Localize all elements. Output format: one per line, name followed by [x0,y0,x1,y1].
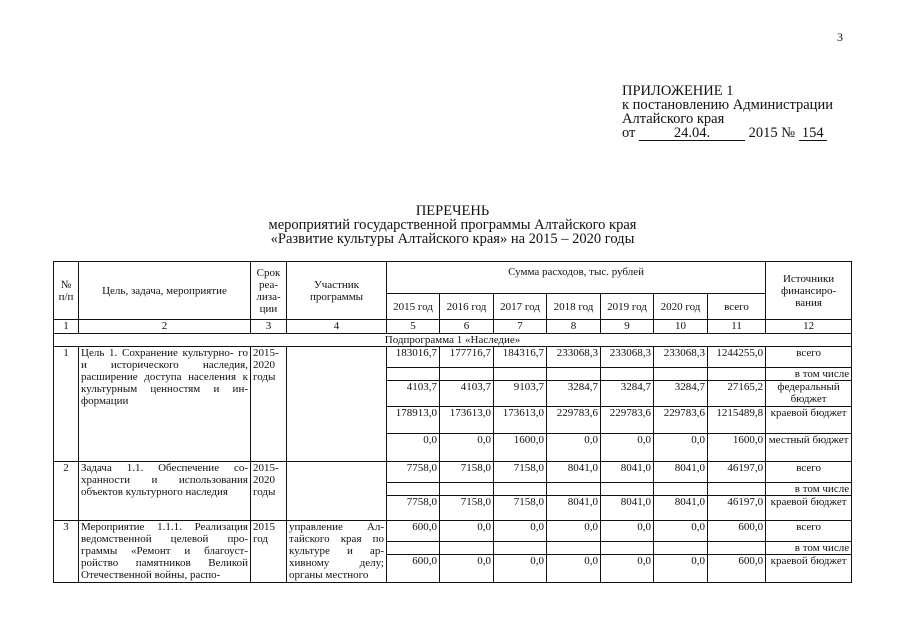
amount-cell: 46197,0 [708,462,766,483]
heading-line-1: мероприятий государственной программы Алтайского края [268,217,637,233]
column-number: 10 [654,320,708,334]
funding-source: местный бюджет [766,434,852,462]
amount-cell: 229783,6 [547,407,601,434]
amount-cell: 0,0 [440,555,494,583]
row-term: 2015- 2020 годы [251,462,287,521]
amount-cell: 7758,0 [387,496,440,521]
amount-cell: 173613,0 [494,407,547,434]
amount-cell: 1244255,0 [708,347,766,368]
amount-cell: 229783,6 [601,407,654,434]
row-number: 3 [54,521,79,583]
amount-cell [494,368,547,381]
amount-cell: 0,0 [601,521,654,542]
subprogram-row [54,334,852,347]
amount-cell: 229783,6 [654,407,708,434]
page-number: 3 [837,30,843,44]
header-year-2017: 2017 год [494,294,547,320]
funding-source: в том числе [766,368,852,381]
column-number-row [54,320,852,334]
amount-cell [654,542,708,555]
amount-cell [547,483,601,496]
funding-source: всего [766,462,852,483]
amount-cell: 1215489,8 [708,407,766,434]
amount-cell: 600,0 [708,521,766,542]
amount-cell: 8041,0 [654,462,708,483]
amount-cell [708,542,766,555]
header-term: Срок реа- лиза- ции [251,262,287,320]
amount-cell [601,483,654,496]
row-term: 2015- 2020 годы [251,347,287,462]
table-row [54,462,852,483]
amount-cell: 3284,7 [654,381,708,407]
number-value: 154 [799,126,827,141]
amount-cell [654,368,708,381]
amount-cell: 4103,7 [440,381,494,407]
amount-cell [547,542,601,555]
heading-title: ПЕРЕЧЕНЬ [415,203,490,219]
column-number: 6 [440,320,494,334]
appendix-line-2: Алтайского края [622,111,725,127]
amount-cell: 0,0 [440,521,494,542]
date-prefix: от [622,125,636,141]
amount-cell [708,368,766,381]
amount-cell: 178913,0 [387,407,440,434]
funding-source: всего [766,521,852,542]
amount-cell [387,368,440,381]
appendix-date-line [622,126,833,141]
column-number: 1 [54,320,79,334]
amount-cell [387,483,440,496]
header-participant: Участник программы [287,262,387,320]
row-name: Цель 1. Сохранение культурно- го и исторического наследия, расширение доступа населения к культурным ценностям и ин- формации [79,347,251,462]
amount-cell [601,368,654,381]
header-sources: Источники финансиро- вания [766,262,852,320]
appendix-block [622,84,833,141]
amount-cell: 1600,0 [708,434,766,462]
funding-source: краевой бюджет [766,407,852,434]
amount-cell: 0,0 [547,521,601,542]
amount-cell: 8041,0 [654,496,708,521]
table-row [54,521,852,542]
amount-cell: 233068,3 [654,347,708,368]
amount-cell: 27165,2 [708,381,766,407]
document-heading [0,204,905,246]
amount-cell: 177716,7 [440,347,494,368]
amount-cell: 184316,7 [494,347,547,368]
funding-source: в том числе [766,483,852,496]
amount-cell: 8041,0 [547,496,601,521]
amount-cell: 7158,0 [494,496,547,521]
amount-cell [440,368,494,381]
funding-source: в том числе [766,542,852,555]
header-num: № п/п [54,262,79,320]
measures-table [53,261,852,583]
amount-cell: 7758,0 [387,462,440,483]
amount-cell: 8041,0 [601,462,654,483]
number-sign: № [781,125,796,141]
amount-cell: 7158,0 [440,496,494,521]
column-number: 8 [547,320,601,334]
row-name: Мероприятие 1.1.1. Реализация ведомственной целевой про- граммы «Ремонт и благоуст- ройство памятников Великой Отечественной войны, распо- [79,521,251,583]
amount-cell: 0,0 [654,555,708,583]
date-value: 24.04. [639,126,745,141]
amount-cell: 0,0 [547,434,601,462]
funding-source: федеральный бюджет [766,381,852,407]
amount-cell: 0,0 [387,434,440,462]
row-participant [287,347,387,462]
amount-cell [547,368,601,381]
amount-cell: 7158,0 [494,462,547,483]
funding-source: краевой бюджет [766,496,852,521]
amount-cell [440,542,494,555]
header-year-2018: 2018 год [547,294,601,320]
header-year-2020: 2020 год [654,294,708,320]
header-year-2019: 2019 год [601,294,654,320]
amount-cell: 233068,3 [601,347,654,368]
funding-source: краевой бюджет [766,555,852,583]
amount-cell: 0,0 [494,521,547,542]
row-participant [287,462,387,521]
amount-cell: 600,0 [708,555,766,583]
amount-cell [387,542,440,555]
amount-cell [708,483,766,496]
header-sum: Сумма расходов, тыс. рублей [387,262,766,294]
amount-cell: 183016,7 [387,347,440,368]
amount-cell: 4103,7 [387,381,440,407]
column-number: 2 [79,320,251,334]
amount-cell: 0,0 [547,555,601,583]
table-row [54,347,852,368]
column-number: 3 [251,320,287,334]
amount-cell: 0,0 [601,434,654,462]
amount-cell: 3284,7 [601,381,654,407]
header-goal: Цель, задача, мероприятие [79,262,251,320]
year: 2015 [748,125,778,141]
amount-cell: 173613,0 [440,407,494,434]
amount-cell [494,483,547,496]
column-number: 7 [494,320,547,334]
row-participant: управление Ал- тайского края по культуре и ар- хивному делу; органы местного [287,521,387,583]
header-total: всего [708,294,766,320]
column-number: 11 [708,320,766,334]
header-year-2016: 2016 год [440,294,494,320]
funding-source: всего [766,347,852,368]
row-number: 1 [54,347,79,462]
column-number: 4 [287,320,387,334]
amount-cell: 7158,0 [440,462,494,483]
amount-cell: 600,0 [387,555,440,583]
amount-cell [494,542,547,555]
amount-cell: 0,0 [654,434,708,462]
amount-cell: 0,0 [654,521,708,542]
header-year-2015: 2015 год [387,294,440,320]
amount-cell: 8041,0 [601,496,654,521]
row-number: 2 [54,462,79,521]
amount-cell: 0,0 [494,555,547,583]
amount-cell [440,483,494,496]
appendix-line-1: к постановлению Администрации [622,97,833,113]
amount-cell: 233068,3 [547,347,601,368]
amount-cell: 9103,7 [494,381,547,407]
appendix-title: ПРИЛОЖЕНИЕ 1 [622,83,734,99]
amount-cell: 3284,7 [547,381,601,407]
row-name: Задача 1.1. Обеспечение со- хранности и использования объектов культурного наследия [79,462,251,521]
amount-cell: 600,0 [387,521,440,542]
column-number: 9 [601,320,654,334]
amount-cell: 0,0 [440,434,494,462]
amount-cell [601,542,654,555]
column-number: 12 [766,320,852,334]
column-number: 5 [387,320,440,334]
amount-cell: 8041,0 [547,462,601,483]
amount-cell: 46197,0 [708,496,766,521]
amount-cell [654,483,708,496]
heading-line-2: «Развитие культуры Алтайского края» на 2015 – 2020 годы [270,231,635,247]
amount-cell: 1600,0 [494,434,547,462]
amount-cell: 0,0 [601,555,654,583]
row-term: 2015 год [251,521,287,583]
subprogram-title: Подпрограмма 1 «Наследие» [54,334,852,347]
